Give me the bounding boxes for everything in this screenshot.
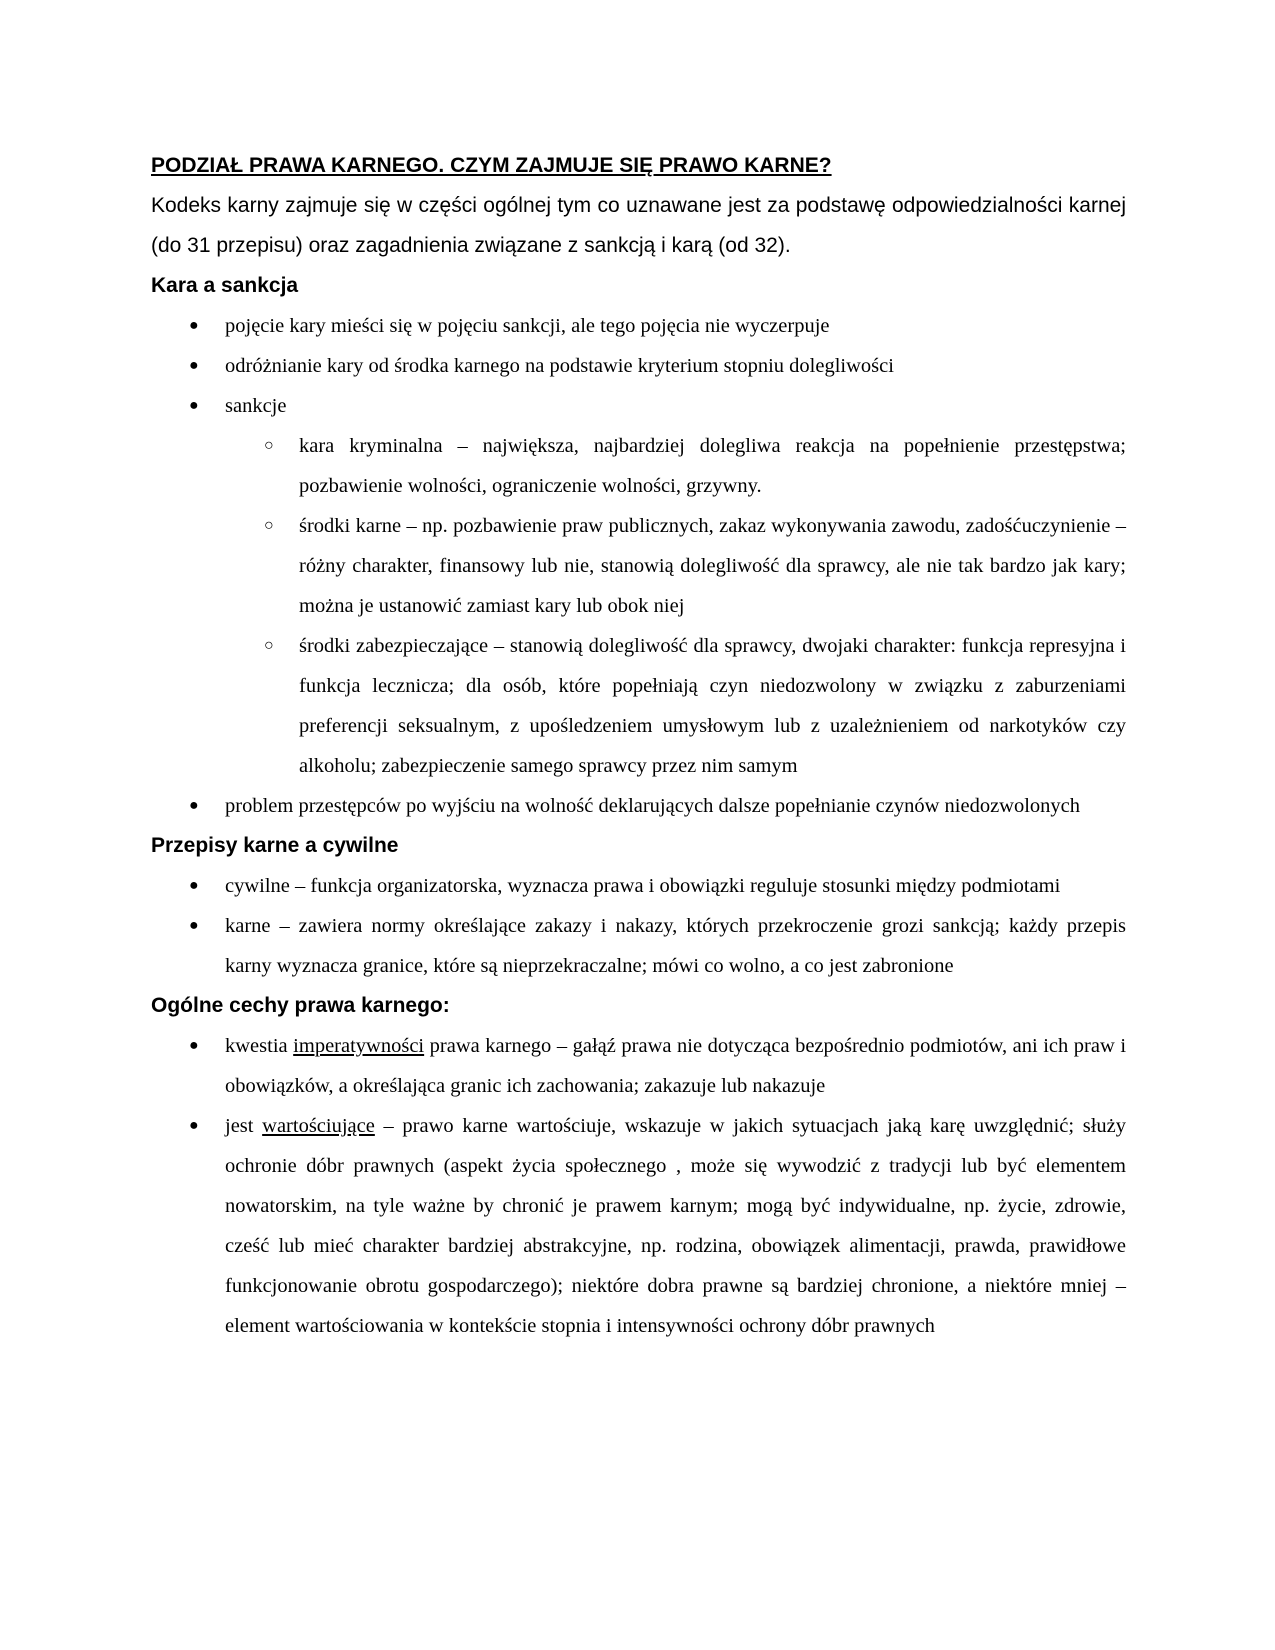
- sub-list-item: [225, 426, 1126, 506]
- list-item-text: kwestia: [225, 1035, 294, 1057]
- sub-list-item-text: środki zabezpieczające – stanowią dolegliwość dla sprawcy, dwojaki charakter: funkcja represyjna i funkcja lecznicza; dla osób, które popełniają czyn niedozwolony w związku z zaburzeniami preferencji seksualnym, z upośledzeniem umysłowym lub z uzależnieniem od narkotyków czy alkoholu; zabezpieczenie samego sprawcy przez nim samym: [299, 635, 1126, 777]
- circle-bullet-icon: ○: [264, 517, 274, 534]
- list-item-text: pojęcie kary mieści się w pojęciu sankcji, ale tego pojęcia nie wyczerpuje: [225, 315, 830, 337]
- list-item: [151, 386, 1126, 786]
- bullet-icon: ●: [189, 1117, 199, 1134]
- intro-paragraph: Kodeks karny zajmuje się w części ogólnej tym co uznawane jest za podstawę odpowiedzialności karnej (do 31 przepisu) oraz zagadnienia związane z sankcją i karą (od 32).: [151, 194, 1126, 257]
- page-title: PODZIAŁ PRAWA KARNEGO. CZYM ZAJMUJE SIĘ PRAWO KARNE?: [151, 154, 832, 177]
- bullet-icon: ●: [189, 877, 199, 894]
- list-item-text: sankcje: [225, 395, 287, 417]
- list-item-text: problem przestępców po wyjściu na wolność deklarujących dalsze popełnianie czynów niedozwolonych: [225, 795, 1081, 817]
- bullet-list: [151, 1026, 1126, 1346]
- list-item-text: – prawo karne wartościuje, wskazuje w jakich sytuacjach jaką karę uwzględnić; służy ochronie dóbr prawnych (aspekt życia społecznego , może się wywodzić z tradycji lub być elementem nowatorskim, na tyle ważne by chronić je prawem karnym; mogą być indywidualne, np. życie, zdrowie, cześć lub mieć charakter bardziej abstrakcyjne, np. rodzina, obowiązek alimentacji, prawda, prawidłowe funkcjonowanie obrotu gospodarczego); niektóre dobra prawne są bardziej chronione, a niektóre mniej – element wartościowania w kontekście stopnia i intensywności ochrony dóbr prawnych: [225, 1115, 1127, 1337]
- bullet-list: [151, 306, 1126, 826]
- sub-list-item-text: środki karne – np. pozbawienie praw publicznych, zakaz wykonywania zawodu, zadośćuczynienie – różny charakter, finansowy lub nie, stanowią dolegliwość dla sprawcy, ale nie tak bardzo jak kary; można je ustanowić zamiast kary lub obok niej: [299, 515, 1126, 617]
- bullet-icon: ●: [189, 797, 199, 814]
- list-item: [151, 1106, 1126, 1346]
- underlined-term: imperatywności: [293, 1035, 425, 1057]
- bullet-icon: ●: [189, 357, 199, 374]
- sub-list-item-text: kara kryminalna – największa, najbardziej dolegliwa reakcja na popełnienie przestępstwa; pozbawienie wolności, ograniczenie wolności, grzywny.: [299, 435, 1126, 497]
- list-item: [151, 786, 1126, 826]
- bullet-icon: ●: [189, 397, 199, 414]
- sub-list-item: [225, 626, 1126, 786]
- list-item: [151, 346, 1126, 386]
- bullet-icon: ●: [189, 1037, 199, 1054]
- list-item-text: karne – zawiera normy określające zakazy i nakazy, których przekroczenie grozi sankcją; każdy przepis karny wyznacza granice, które są nieprzekraczalne; mówi co wolno, a co jest zabronione: [225, 915, 1126, 977]
- underlined-term: wartościujące: [262, 1115, 375, 1137]
- section-heading: Przepisy karne a cywilne: [151, 834, 399, 857]
- list-item-text: jest: [225, 1115, 263, 1137]
- section-heading: Kara a sankcja: [151, 274, 299, 297]
- document-page: [151, 146, 1126, 1346]
- section-heading: Ogólne cechy prawa karnego:: [151, 994, 450, 1017]
- sub-list-item: [225, 506, 1126, 626]
- list-item: [151, 306, 1126, 346]
- sub-bullet-list: [264, 426, 1126, 786]
- bullet-icon: ●: [189, 317, 199, 334]
- list-item: [151, 1026, 1126, 1106]
- list-item: [151, 866, 1126, 906]
- list-item-text: prawa karnego – gałąź prawa nie dotycząca bezpośrednio podmiotów, ani ich praw i obowiązków, a określająca granic ich zachowania; zakazuje lub nakazuje: [225, 1035, 1127, 1097]
- circle-bullet-icon: ○: [264, 637, 274, 654]
- list-item-text: cywilne – funkcja organizatorska, wyznacza prawa i obowiązki reguluje stosunki między podmiotami: [225, 875, 1061, 897]
- circle-bullet-icon: ○: [264, 437, 274, 454]
- bullet-list: [151, 866, 1126, 986]
- bullet-icon: ●: [189, 917, 199, 934]
- list-item: [151, 906, 1126, 986]
- list-item-text: odróżnianie kary od środka karnego na podstawie kryterium stopniu dolegliwości: [225, 355, 894, 377]
